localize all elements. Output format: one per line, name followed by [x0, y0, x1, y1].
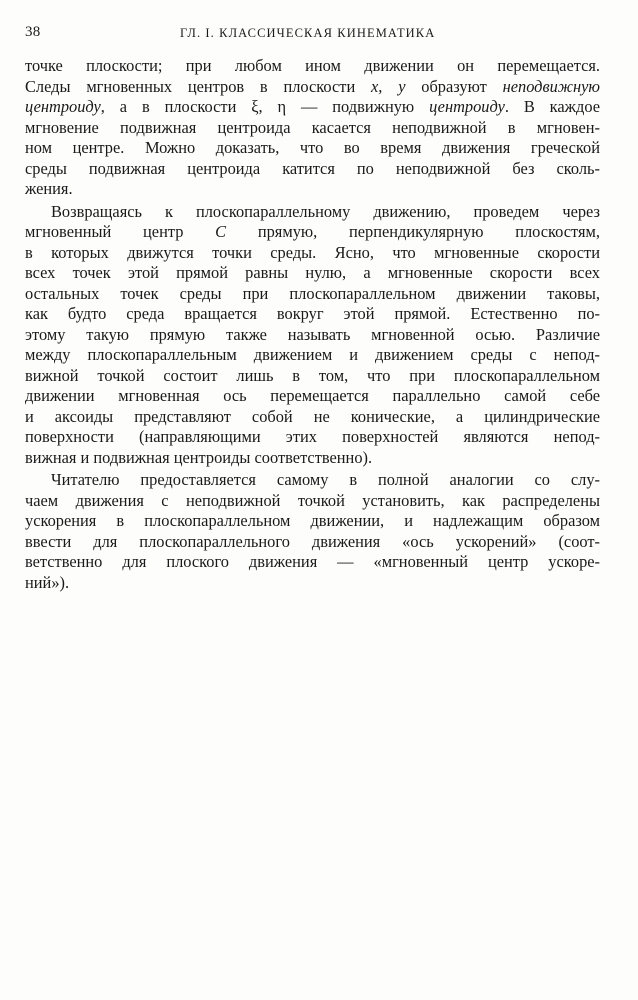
text-line: вижной точкой состоит лишь в том, что при плоскопараллельном	[25, 365, 600, 385]
text-line: как будто среда вращается вокруг этой прямой. Естественно по-	[25, 304, 600, 323]
text-line: между плоскопараллельным движением и движением среды с непод-	[25, 345, 600, 364]
text-line: поверхности (направляющими этих поверхностей являются непод-	[25, 427, 600, 446]
text-line: всех точек этой прямой равны нулю, а мгновенные скорости всех	[25, 263, 600, 282]
text-line-rich: мгновенный центр C прямую, перпендикулярную плоскостям,	[25, 222, 600, 241]
text-line: ввести для плоскопараллельного движения «ось ускорений» (соот-	[25, 531, 600, 551]
page-number: 38	[25, 24, 41, 40]
text-line: остальных точек среды при плоскопараллельном движении таковы,	[25, 283, 600, 303]
paragraph-3	[25, 470, 600, 593]
text-line: среды подвижная центроида катится по неподвижной без сколь-	[25, 158, 600, 178]
text-line: жения.	[25, 179, 73, 198]
text-line: вижная и подвижная центроиды соответственно).	[25, 447, 373, 467]
page-header	[25, 24, 611, 46]
body-text	[25, 56, 600, 593]
text-line: Возвращаясь к плоскопараллельному движению, проведем через	[51, 201, 600, 221]
text-line-rich: центроиду, а в плоскости ξ, η — подвижную центроиду. В каждое	[25, 97, 600, 116]
text-line: мгновение подвижная центроида касается неподвижной в мгновен-	[25, 117, 600, 137]
text-line: движении мгновенная ось перемещается параллельно самой себе	[25, 386, 600, 405]
paragraph-2	[25, 202, 600, 469]
text-line: ускорения в плоскопараллельном движении, и надлежащим образом	[25, 511, 600, 530]
text-line: точке плоскости; при любом ином движении он перемещается.	[25, 56, 600, 75]
paragraph-1	[25, 56, 600, 200]
text-line	[25, 97, 600, 118]
text-line: ном центре. Можно доказать, что во время движения греческой	[25, 138, 600, 157]
text-line: чаем движения с неподвижной точкой установить, как распределены	[25, 490, 600, 510]
text-line-rich: Следы мгновенных центров в плоскости x, y образуют неподвижную	[25, 76, 600, 96]
text-line: в которых движутся точки среды. Ясно, что мгновенные скорости	[25, 242, 600, 262]
text-line: ний»).	[25, 572, 70, 592]
text-line: Читателю предоставляется самому в полной аналогии со слу-	[51, 470, 600, 489]
text-line	[25, 77, 600, 98]
text-line: ветственно для плоского движения — «мгновенный центр ускоре-	[25, 552, 600, 571]
text-line	[25, 222, 600, 243]
text-line: и аксоиды представляют собой не конические, а цилиндрические	[25, 406, 600, 426]
text-line: этому такую прямую также называть мгновенной осью. Различие	[25, 324, 600, 344]
running-head: ГЛ. I. КЛАССИЧЕСКАЯ КИНЕМАТИКА	[180, 26, 436, 40]
